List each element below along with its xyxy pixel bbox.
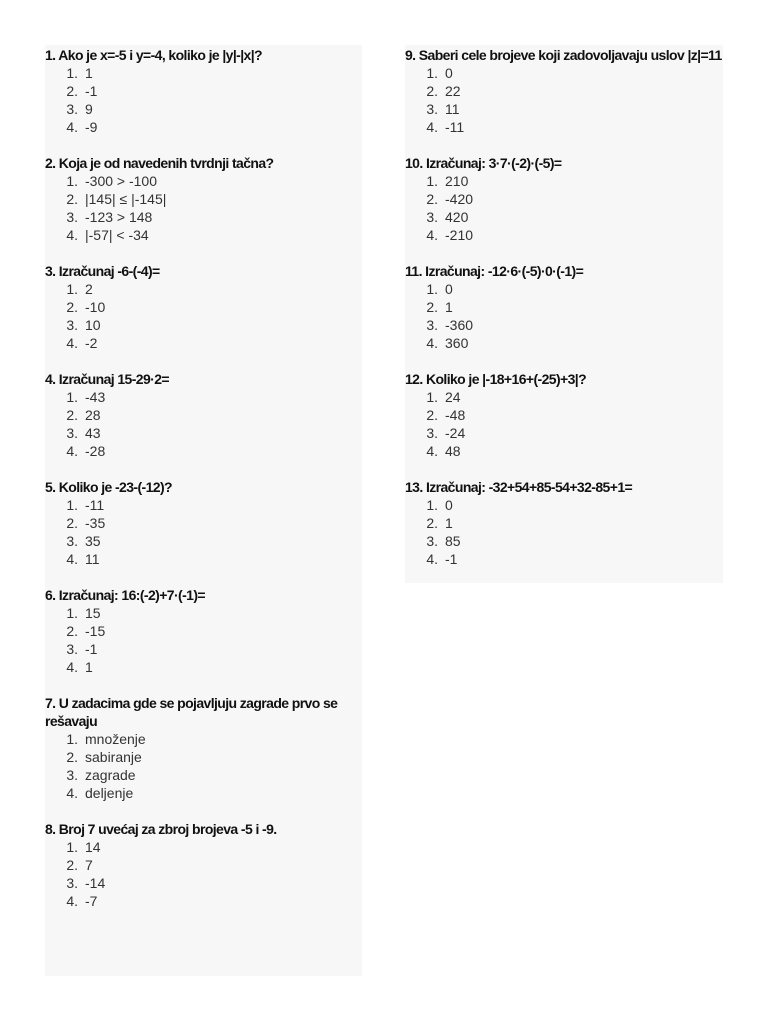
option-number: 4. (426, 119, 438, 135)
question-block (405, 46, 723, 136)
option-text: množenje (85, 731, 146, 747)
option-text: 43 (85, 425, 101, 441)
option-text: 14 (85, 839, 101, 855)
option-text: |145| ≤ |-145| (85, 191, 167, 207)
option-text: -11 (445, 119, 465, 135)
option-number: 2. (66, 623, 78, 639)
option-number: 3. (66, 317, 78, 333)
answer-option (45, 514, 362, 532)
option-text: 2 (85, 281, 93, 297)
option-number: 1. (426, 173, 438, 189)
answer-option (45, 640, 362, 658)
option-text: -2 (85, 335, 98, 351)
question-title: 5. Koliko je -23-(-12)? (45, 479, 173, 495)
answer-option (405, 424, 723, 442)
option-text: 0 (445, 65, 453, 81)
option-text: 11 (445, 101, 460, 117)
answer-option (45, 172, 362, 190)
option-number: 1. (66, 281, 78, 297)
answer-option (405, 172, 723, 190)
answer-options-list (405, 280, 723, 352)
option-number: 3. (426, 425, 438, 441)
question-block (45, 46, 362, 136)
answer-option (45, 604, 362, 622)
option-text: |-57| < -34 (85, 227, 149, 243)
answer-option (45, 118, 362, 136)
option-number: 2. (426, 299, 438, 315)
option-number: 3. (426, 317, 438, 333)
answer-option (45, 532, 362, 550)
option-number: 4. (66, 893, 78, 909)
option-text: -10 (85, 299, 106, 315)
answer-option (405, 226, 723, 244)
answer-option (45, 298, 362, 316)
option-number: 4. (66, 785, 78, 801)
answer-option (405, 64, 723, 82)
answer-option (405, 514, 723, 532)
answer-option (405, 496, 723, 514)
answer-option (45, 100, 362, 118)
option-text: -11 (85, 497, 105, 513)
answer-option (45, 622, 362, 640)
question-title: 8. Broj 7 uvećaj za zbroj brojeva -5 i -9. (45, 821, 277, 837)
option-number: 1. (66, 173, 78, 189)
answer-options-list (45, 172, 362, 244)
answer-option (405, 298, 723, 316)
answer-option (45, 550, 362, 568)
option-number: 4. (66, 659, 78, 675)
option-number: 1. (426, 281, 438, 297)
answer-option (405, 442, 723, 460)
option-text: 360 (445, 335, 469, 351)
answer-options-list (45, 496, 362, 568)
answer-option (45, 406, 362, 424)
option-text: -360 (445, 317, 474, 333)
answer-option (405, 532, 723, 550)
option-text: -1 (85, 83, 98, 99)
question-block (45, 478, 362, 568)
option-text: -43 (85, 389, 106, 405)
option-number: 2. (426, 515, 438, 531)
answer-options-list (405, 496, 723, 568)
option-text: 85 (445, 533, 461, 549)
answer-options-list (45, 280, 362, 352)
option-number: 3. (426, 209, 438, 225)
answer-option (45, 64, 362, 82)
option-number: 2. (66, 515, 78, 531)
option-text: 28 (85, 407, 101, 423)
option-number: 2. (66, 299, 78, 315)
option-text: 10 (85, 317, 101, 333)
answer-option (45, 190, 362, 208)
answer-option (45, 892, 362, 910)
option-text: -24 (445, 425, 466, 441)
answer-option (45, 226, 362, 244)
option-number: 2. (66, 407, 78, 423)
answer-option (45, 82, 362, 100)
option-text: 1 (445, 515, 453, 531)
option-text: 22 (445, 83, 461, 99)
option-text: 9 (85, 101, 93, 117)
option-number: 4. (66, 551, 78, 567)
option-number: 4. (426, 335, 438, 351)
option-text: 1 (85, 65, 93, 81)
question-block (405, 478, 723, 568)
answer-option (405, 280, 723, 298)
option-text: -35 (85, 515, 106, 531)
answer-option (45, 442, 362, 460)
option-text: 0 (445, 497, 453, 513)
answer-option (405, 190, 723, 208)
answer-options-list (45, 730, 362, 802)
answer-option (45, 730, 362, 748)
answer-option (45, 388, 362, 406)
question-block (45, 586, 362, 676)
question-title: 6. Izračunaj: 16:(-2)+7·(-1)= (45, 587, 205, 603)
option-number: 4. (426, 443, 438, 459)
option-number: 3. (426, 101, 438, 117)
question-title: 9. Saberi cele brojeve koji zadovoljavaju uslov |z|=11 (405, 47, 722, 63)
option-text: 11 (85, 551, 100, 567)
answer-option (405, 334, 723, 352)
option-number: 3. (66, 767, 78, 783)
option-number: 2. (66, 857, 78, 873)
answer-options-list (45, 604, 362, 676)
option-text: -1 (445, 551, 458, 567)
answer-option (405, 100, 723, 118)
right-question-column (405, 45, 723, 583)
option-number: 2. (66, 191, 78, 207)
option-text: -123 > 148 (85, 209, 153, 225)
option-text: -1 (85, 641, 98, 657)
option-number: 1. (66, 839, 78, 855)
answer-options-list (45, 388, 362, 460)
option-number: 1. (426, 389, 438, 405)
option-number: 4. (66, 443, 78, 459)
option-number: 4. (426, 227, 438, 243)
option-number: 2. (426, 191, 438, 207)
answer-option (45, 766, 362, 784)
answer-option (45, 856, 362, 874)
answer-options-list (405, 172, 723, 244)
option-number: 2. (426, 83, 438, 99)
option-text: 48 (445, 443, 461, 459)
option-text: -14 (85, 875, 106, 891)
answer-option (45, 316, 362, 334)
option-number: 2. (426, 407, 438, 423)
answer-option (405, 550, 723, 568)
question-block (45, 820, 362, 910)
option-text: deljenje (85, 785, 134, 801)
answer-option (45, 784, 362, 802)
answer-option (45, 424, 362, 442)
question-title: 11. Izračunaj: -12·6·(-5)·0·(-1)= (405, 263, 584, 279)
answer-option (405, 82, 723, 100)
option-number: 4. (66, 119, 78, 135)
answer-option (45, 334, 362, 352)
answer-option (45, 874, 362, 892)
option-number: 4. (426, 551, 438, 567)
option-text: sabiranje (85, 749, 142, 765)
option-text: -300 > -100 (85, 173, 157, 189)
answer-option (405, 316, 723, 334)
option-text: 0 (445, 281, 453, 297)
option-number: 3. (426, 533, 438, 549)
option-text: -420 (445, 191, 474, 207)
option-text: -48 (445, 407, 466, 423)
option-number: 3. (66, 641, 78, 657)
question-title: 4. Izračunaj 15-29·2= (45, 371, 169, 387)
left-question-column (45, 45, 362, 976)
option-text: zagrade (85, 767, 136, 783)
option-number: 3. (66, 875, 78, 891)
option-number: 2. (66, 83, 78, 99)
option-text: 24 (445, 389, 461, 405)
answer-options-list (45, 838, 362, 910)
answer-options-list (405, 64, 723, 136)
answer-option (405, 388, 723, 406)
question-block (405, 262, 723, 352)
question-block (45, 262, 362, 352)
question-title: 2. Koja je od navedenih tvrdnji tačna? (45, 155, 274, 171)
option-number: 1. (66, 389, 78, 405)
question-block (45, 694, 362, 802)
option-text: 1 (85, 659, 93, 675)
option-text: -9 (85, 119, 98, 135)
option-number: 4. (66, 335, 78, 351)
option-number: 3. (66, 209, 78, 225)
answer-option (405, 118, 723, 136)
question-block (45, 370, 362, 460)
option-number: 1. (66, 65, 78, 81)
option-text: 15 (85, 605, 101, 621)
answer-option (45, 838, 362, 856)
option-text: -28 (85, 443, 106, 459)
answer-option (405, 208, 723, 226)
option-number: 3. (66, 533, 78, 549)
option-number: 3. (66, 101, 78, 117)
question-title: 13. Izračunaj: -32+54+85-54+32-85+1= (405, 479, 633, 495)
answer-option (45, 658, 362, 676)
question-block (405, 370, 723, 460)
answer-option (405, 406, 723, 424)
answer-option (45, 208, 362, 226)
answer-option (45, 496, 362, 514)
option-text: 35 (85, 533, 101, 549)
question-block (405, 154, 723, 244)
option-number: 1. (66, 731, 78, 747)
option-text: 7 (85, 857, 93, 873)
question-title: 12. Koliko je |-18+16+(-25)+3|? (405, 371, 587, 387)
answer-options-list (45, 64, 362, 136)
option-number: 3. (66, 425, 78, 441)
answer-options-list (405, 388, 723, 460)
option-text: 420 (445, 209, 469, 225)
option-text: -210 (445, 227, 474, 243)
option-number: 1. (66, 605, 78, 621)
option-number: 1. (426, 65, 438, 81)
option-text: 1 (445, 299, 453, 315)
question-title: 7. U zadacima gde se pojavljuju zagrade prvo se rešavaju (45, 695, 338, 729)
option-text: -7 (85, 893, 98, 909)
option-text: -15 (85, 623, 106, 639)
option-number: 1. (426, 497, 438, 513)
option-number: 1. (66, 497, 78, 513)
option-text: 210 (445, 173, 469, 189)
option-number: 4. (66, 227, 78, 243)
option-number: 2. (66, 749, 78, 765)
question-title: 1. Ako je x=-5 i y=-4, koliko je |y|-|x|? (45, 47, 262, 63)
answer-option (45, 280, 362, 298)
answer-option (45, 748, 362, 766)
question-block (45, 154, 362, 244)
question-title: 10. Izračunaj: 3·7·(-2)·(-5)= (405, 155, 562, 171)
question-title: 3. Izračunaj -6-(-4)= (45, 263, 160, 279)
